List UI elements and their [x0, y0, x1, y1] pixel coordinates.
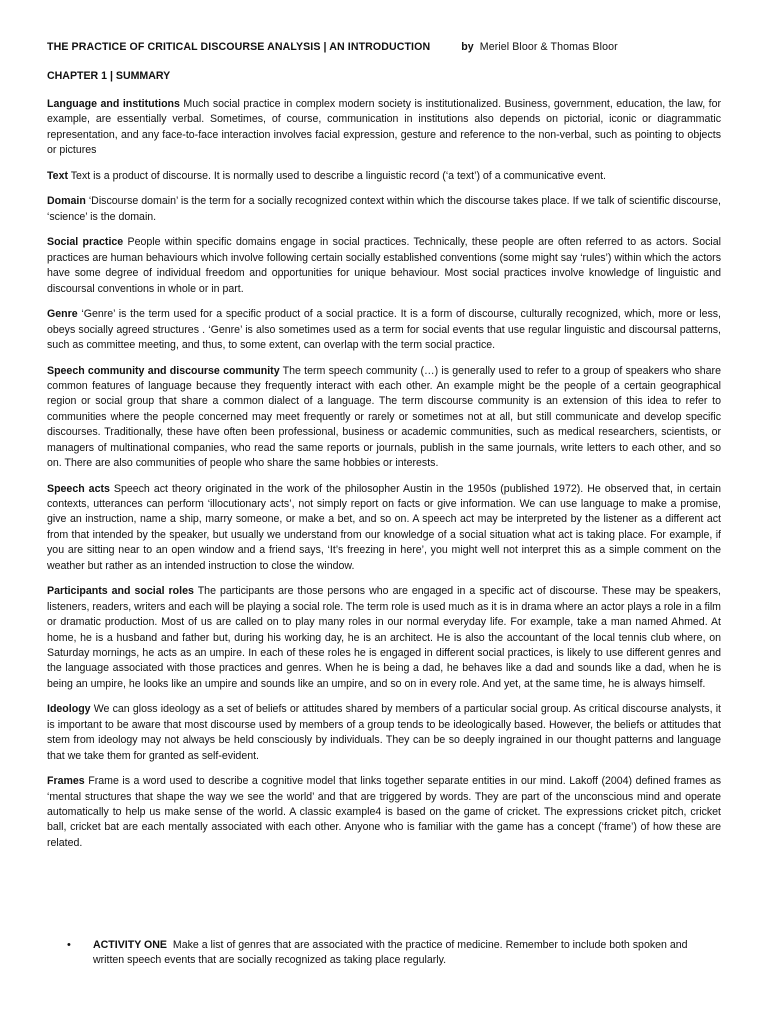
section-speech-acts — [47, 482, 721, 574]
section-term: Domain — [47, 195, 86, 208]
section-ideology — [47, 702, 721, 764]
activity-term: ACTIVITY ONE — [93, 939, 167, 951]
byline-label: by — [461, 41, 474, 53]
activity-text: Make a list of genres that are associated with the practice of medicine. Remember to include both spoken and written speech events that are socially recognized as taking place regularly. — [93, 939, 688, 967]
document-header — [47, 41, 721, 57]
chapter-heading: CHAPTER 1 | SUMMARY — [47, 70, 171, 82]
section-text: The term speech community (…) is generally used to refer to a group of speakers who share common features of language because they frequently interact with each other. An example might be the people of a certain geographical region or social group that share a common dialect of a language. The term discourse community is an extension of this idea to refer to communities where the people concerned may meet frequently or rarely or sometimes not at all, but still communicate and develop specific discourses. Traditionally, these have often been professional, business or academic communities, such as medical researchers, scientists, or managers of multinational companies, who read the same reports or journals, publish in the same journals, write letters to each other, and so on. There are also communities of people who share the same hobbies or interests. — [47, 364, 721, 470]
section-participants-and-social-roles — [47, 584, 721, 692]
section-domain — [47, 194, 721, 225]
document-title: THE PRACTICE OF CRITICAL DISCOURSE ANALYSIS | AN INTRODUCTION — [47, 41, 431, 53]
section-frames — [47, 774, 721, 851]
section-text: Much social practice in complex modern society is institutionalized. Business, government, education, the law, for example, are essentially verbal. Sometimes, of course, communication in institutions also depends on pictorial, iconic or diagrammatic representation, and any face-to-face interaction involves facial expression, gesture and reference to the non-verbal, such as pointing to objects or pictures — [47, 98, 721, 157]
activity-item — [67, 938, 721, 969]
section-text: People within specific domains engage in social practices. Technically, these people are often referred to as actors. Social practices are human behaviours which involve following certain socially established conventions (some might say ‘rules’) within which the actors have some degree of individual freedom and opportunities for unique behaviour. Most social practices involve knowledge of linguistic and discoursal conventions in whole or in part. — [47, 236, 721, 295]
section-term: Participants and social roles — [47, 585, 194, 598]
section-text-definition — [47, 169, 721, 184]
section-text: The participants are those persons who are engaged in a specific act of discourse. These may be speakers, listeners, readers, writers and each will be playing a social role. The term role is used much as it is in drama where an actor plays a role in a film or dramatic production. Most of us are called on to play many roles in our normal everyday life. For example, take a man named Ahmed. At home, he is a husband and father but, during his working day, he is an architect. He is also the accountant of the local tennis club where, on Saturday mornings, he acts as an umpire. In each of these roles he is engaged in different social practices, is likely to use different genres and the language associated with those practices and genres. When he is being a dad, he behaves like a dad and sounds like a dad, when he is being an umpire, he looks like an umpire and sounds like an umpire, and so on in every role. And yet, at the same time, he is always himself. — [47, 585, 721, 690]
section-text: ‘Genre’ is the term used for a specific product of a social practice. It is a form of discourse, culturally recognized, which, more or less, obeys socially agreed structures . ‘Genre’ is also sometimes used as a term for social events that use regular linguistic and discoursal patterns, such as committee meeting, and thus, to some extent, can overlap with the term social practice. — [47, 308, 721, 352]
section-text: We can gloss ideology as a set of beliefs or attitudes shared by members of a particular social group. As critical discourse analysts, it is important to be aware that most discourse used by members of a group tends to be ideologically based. However, the beliefs or attitudes that stem from ideology may not always be held consciously by individuals. They can be so deeply ingrained in our thought patterns and language that we take them for granted as self-evident. — [47, 703, 721, 762]
section-social-practice — [47, 235, 721, 297]
section-term: Language and institutions — [47, 98, 180, 110]
section-term: Speech acts — [47, 482, 110, 495]
section-term: Social practice — [47, 236, 124, 249]
section-language-and-institutions — [47, 97, 721, 159]
section-term: Frames — [47, 775, 85, 788]
section-genre — [47, 307, 721, 353]
bullet-icon: • — [67, 939, 71, 951]
section-term: Genre — [47, 308, 78, 321]
section-text: Speech act theory originated in the work of the philosopher Austin in the 1950s (published 1972). He observed that, in certain contexts, utterances can perform ‘illocutionary acts’, not simply report on facts or give information. We can use language to make a promise, give an instruction, name a ship, marry someone, or make a bet, and so on. A speech act may be interpreted by the listener as a different act from that intended by the speaker, but usually we understand from our knowledge of a social situation what act is taking place. For example, if you are sitting near to an open window and a friend says, ‘It’s freezing in here’, you might well not interpret this as a simple comment on the weather but rather as an intended instruction to close the window. — [47, 482, 721, 572]
section-term: Text — [47, 169, 68, 182]
activity-body — [93, 938, 721, 969]
section-term: Speech community and discourse community — [47, 364, 280, 377]
section-text: ‘Discourse domain’ is the term for a socially recognized context within which the discourse takes place. If we talk of scientific discourse, ‘science’ is the domain. — [47, 195, 721, 223]
authors: Meriel Bloor & Thomas Bloor — [479, 41, 618, 53]
section-speech-community — [47, 364, 721, 472]
section-text: Text is a product of discourse. It is normally used to describe a linguistic record (‘a text’) of a communicative event. — [70, 169, 606, 182]
section-text: Frame is a word used to describe a cognitive model that links together separate entities in our mind. Lakoff (2004) defined frames as ‘mental structures that shape the way we see the world’ and that are triggered by words. They are part of the unconscious mind and operate automatically to help us make sense of the world. A classic example4 is based on the game of cricket. The expressions cricket pitch, cricket ball, cricket bat are each mentally associated with each other. Anyone who is familiar with the game has a concept (‘frame’) of how these are related. — [47, 775, 721, 849]
section-term: Ideology — [47, 703, 91, 716]
